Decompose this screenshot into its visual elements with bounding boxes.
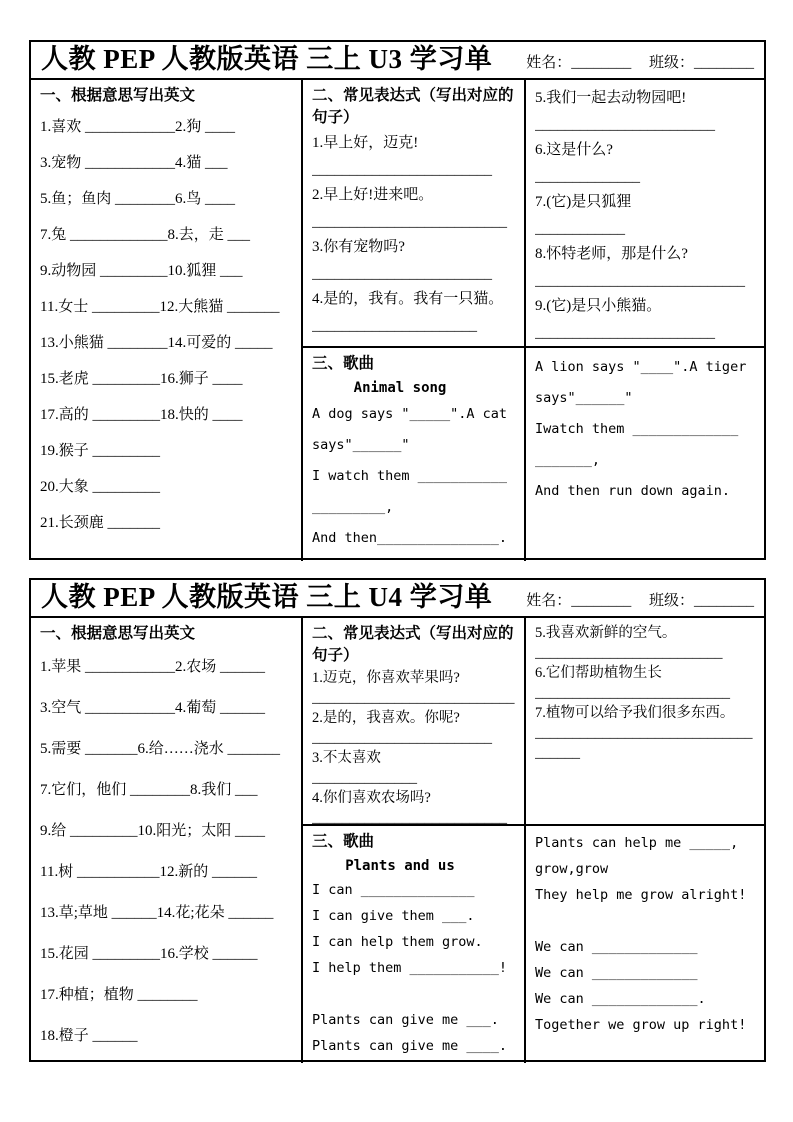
expression-item-blank: __________________________ — [312, 214, 507, 230]
expressions-section-right — [526, 618, 764, 826]
song-line: A lion says "____".A tiger — [535, 359, 747, 375]
song-line: Iwatch them _____________ — [535, 421, 739, 437]
expression-item-text: 3.不太喜欢 — [312, 750, 381, 766]
vocab-section-header: 一、根据意思写出英文 — [40, 87, 196, 104]
song-lines-right — [535, 830, 756, 1038]
song-lines-right — [535, 352, 756, 507]
expression-item-blank: ______________ — [312, 770, 417, 786]
song-section-left — [303, 348, 526, 561]
class-label: 班级： — [648, 593, 694, 609]
vocab-section-header: 一、根据意思写出英文 — [40, 625, 196, 642]
song-section-right — [526, 826, 764, 1063]
expressions-section-left — [303, 618, 526, 826]
expression-item-text: 1.早上好，迈克! — [312, 135, 419, 151]
expression-item-text: 1.迈克，你喜欢苹果吗? — [312, 670, 460, 686]
expression-item-blank: ________________________ — [312, 266, 492, 282]
song-line: grow,grow — [535, 861, 609, 877]
song-section-header: 三、歌曲 — [312, 355, 375, 372]
vocab-line: 13.小熊猫 ________14.可爱的 _____ — [40, 335, 273, 351]
song-line: I can give them ___. — [312, 908, 475, 924]
vocab-line: 13.草;草地 ______14.花;花朵 ______ — [40, 905, 274, 921]
expression-item-blank: ________________________ — [535, 325, 715, 341]
vocab-line: 17.种植；植物 ________ — [40, 987, 198, 1003]
vocab-line: 15.老虎 _________16.狮子 ____ — [40, 371, 243, 387]
expression-item-blank: ________________________ — [312, 162, 492, 178]
expression-item-text: 7.植物可以给予我们很多东西。 — [535, 705, 735, 721]
expression-item-blank: ___________________________ — [312, 690, 515, 706]
expression-item-text: 7.(它)是只狐狸 — [535, 194, 632, 210]
expression-item-blank: ________________________ — [535, 117, 715, 133]
vocab-line: 11.女士 _________12.大熊猫 _______ — [40, 299, 280, 315]
song-line: A dog says "_____".A cat — [312, 406, 508, 422]
sheet-body — [31, 618, 764, 1063]
expression-item-blank: __________________________ — [535, 685, 730, 701]
song-line: Plants can help me _____, — [535, 835, 739, 851]
vocab-line: 17.高的 _________18.快的 ____ — [40, 407, 243, 423]
expression-item-text: 9.(它)是只小熊猫。 — [535, 298, 662, 314]
name-blank: ________ — [571, 593, 632, 609]
song-section-header: 三、歌曲 — [312, 833, 375, 850]
name-class-fields — [526, 51, 754, 75]
vocab-line: 7.兔 _____________8.去，走 ___ — [40, 227, 251, 243]
expression-item-text: 3.你有宠物吗? — [312, 239, 405, 255]
expression-item-text: 4.是的，我有。我有一只猫。 — [312, 291, 504, 307]
vocab-line: 11.树 ___________12.新的 ______ — [40, 864, 257, 880]
name-class-fields — [526, 589, 754, 613]
expressions-section-header: 二、常见表达式（写出对应的句子） — [312, 87, 514, 126]
class-blank: ________ — [694, 55, 754, 71]
song-line: Plants can give me ____. — [312, 1038, 508, 1054]
expression-item-text: 2.是的，我喜欢。你呢? — [312, 710, 460, 726]
expression-item-blank: ____________________________ — [535, 273, 745, 289]
expression-item-text: 4.你们喜欢农场吗? — [312, 790, 431, 806]
song-line: _______, — [535, 452, 601, 468]
song-line: We can _____________ — [535, 965, 698, 981]
sheet-title: 人教 PEP 人教版英语 三上 U4 学习单 — [41, 581, 493, 612]
expression-item-blank: ______________ — [535, 169, 640, 185]
expressions-list-left — [312, 669, 516, 826]
expression-item-blank: ____________ — [535, 221, 625, 237]
sheet-header — [31, 42, 764, 80]
name-label: 姓名： — [526, 55, 572, 71]
expressions-section-header: 二、常见表达式（写出对应的句子） — [312, 625, 514, 664]
expression-item-text: 5.我们一起去动物园吧! — [535, 90, 687, 106]
vocab-line: 9.动物园 _________10.狐狸 ___ — [40, 263, 243, 279]
expression-item-text: 5.我喜欢新鲜的空气。 — [535, 625, 677, 641]
sheet-title: 人教 PEP 人教版英语 三上 U3 学习单 — [41, 43, 493, 74]
expression-item-text: 6.它们帮助植物生长 — [535, 665, 662, 681]
expressions-list-right — [535, 624, 756, 762]
vocab-line: 21.长颈鹿 _______ — [40, 515, 161, 531]
vocab-line: 9.给 _________10.阳光；太阳 ____ — [40, 823, 266, 839]
vocab-section — [31, 80, 303, 561]
song-line: I can ______________ — [312, 882, 475, 898]
song-line: I help them ___________! — [312, 960, 508, 976]
name-label: 姓名： — [526, 593, 572, 609]
song-line: Together we grow up right! — [535, 1017, 747, 1033]
song-line: _________, — [312, 499, 394, 515]
expression-item-text: 2.早上好!进来吧。 — [312, 187, 434, 203]
song-line: And then_______________. — [312, 530, 508, 546]
name-blank: ________ — [571, 55, 632, 71]
song-line — [312, 981, 516, 1007]
expression-item-blank: ________________________ — [312, 730, 492, 746]
song-title: Plants and us — [345, 858, 455, 874]
vocab-line: 15.花园 _________16.学校 ______ — [40, 946, 258, 962]
song-line: says"______" — [312, 437, 410, 453]
expressions-section-right — [526, 80, 764, 348]
class-label: 班级： — [648, 55, 694, 71]
expressions-list-right — [535, 88, 756, 344]
expressions-list-left — [312, 133, 516, 337]
expressions-section-left — [303, 80, 526, 348]
song-line: And then run down again. — [535, 483, 731, 499]
expression-item-text: 6.这是什么? — [535, 142, 613, 158]
song-line: We can _____________. — [535, 991, 706, 1007]
song-lines-left — [312, 399, 516, 554]
expression-item-text: 8.怀特老师，那是什么? — [535, 246, 688, 262]
expression-item-blank: ______________________ — [312, 318, 477, 334]
vocab-line: 3.宠物 ____________4.猫 ___ — [40, 155, 228, 171]
vocab-line: 1.苹果 ____________2.农场 ______ — [40, 659, 266, 675]
song-line — [535, 908, 756, 934]
vocab-list — [40, 647, 293, 1057]
expression-item-blank: __________________________ — [312, 810, 507, 826]
song-section-right — [526, 348, 764, 561]
song-line: I watch them ___________ — [312, 468, 508, 484]
vocab-line: 7.它们，他们 ________8.我们 ___ — [40, 782, 258, 798]
vocab-line: 18.橙子 ______ — [40, 1028, 138, 1044]
song-line: I can help them grow. — [312, 934, 483, 950]
expression-item-blank: _____________________________ — [535, 725, 753, 741]
vocab-list — [40, 109, 293, 541]
worksheet-u4 — [29, 578, 766, 1062]
song-title: Animal song — [353, 380, 447, 396]
song-line: Plants can give me ___. — [312, 1012, 499, 1028]
song-section-left — [303, 826, 526, 1063]
worksheet-u3 — [29, 40, 766, 560]
song-lines-left — [312, 877, 516, 1059]
sheet-body — [31, 80, 764, 561]
vocab-line: 1.喜欢 ____________2.狗 ____ — [40, 119, 236, 135]
vocab-line: 5.需要 _______6.给……浇水 _______ — [40, 741, 281, 757]
expression-item-blank: ______ — [535, 745, 580, 761]
vocab-line: 3.空气 ____________4.葡萄 ______ — [40, 700, 266, 716]
song-line: says"______" — [535, 390, 633, 406]
song-line: They help me grow alright! — [535, 887, 747, 903]
sheet-header — [31, 580, 764, 618]
expression-item-blank: _________________________ — [535, 645, 723, 661]
vocab-section — [31, 618, 303, 1063]
song-line: We can _____________ — [535, 939, 698, 955]
class-blank: ________ — [694, 593, 754, 609]
vocab-line: 5.鱼；鱼肉 ________6.鸟 ____ — [40, 191, 236, 207]
vocab-line: 20.大象 _________ — [40, 479, 161, 495]
vocab-line: 19.猴子 _________ — [40, 443, 161, 459]
